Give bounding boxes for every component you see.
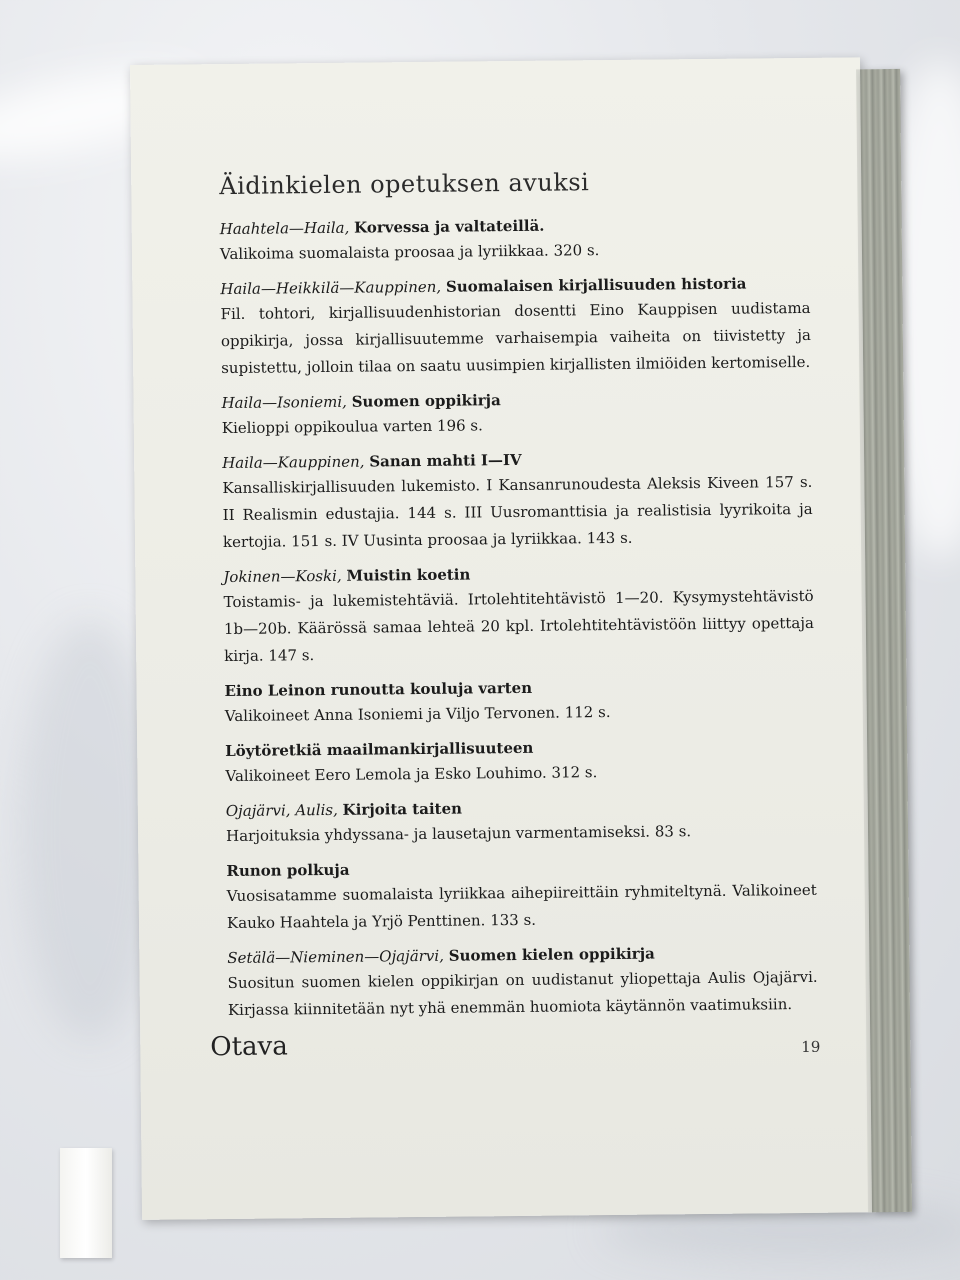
entry-title: Suomen oppikirja (351, 391, 501, 411)
entry-authors: Jokinen—Koski, (223, 566, 342, 587)
publisher-name: Otava (210, 1031, 288, 1063)
entry-description: Fil. tohtori, kirjallisuudenhistorian dosentti Eino Kauppisen uudistama oppikirja, jossa kirjallisuutemme varhaisempia vaiheita on tiivistetty ja supistettu, jolloin tilaa on saatu uusimpien kirjallisten ilmiöiden kertomiselle. (220, 298, 811, 378)
book-entry (220, 272, 811, 382)
entry-description: Vuosisatamme suomalaista lyriikkaa aihepiireittäin ryhmiteltynä. Valikoineet Kauko Haahtela ja Yrjö Penttinen. 133 s. (226, 880, 817, 933)
entry-description: Kansalliskirjallisuuden lukemisto. I Kansanrunoudesta Aleksis Kiveen 157 s. II Realismin edustajia. 144 s. III Uusromanttisia ja realistisia lyyrikoita ja kertojia. 151 s. IV Uusinta proosaa ja lyriikkaa. 143 s. (222, 472, 813, 552)
book-back-cover (130, 57, 917, 1220)
entry-description: Toistamis- ja lukemistehtäviä. Irtolehtitehtävistö 1—20. Kysymystehtävistö 1b—20b. Käärössä samaa lehteä 20 kpl. Irtolehtitehtävistöön liittyy opettaja kirja. 147 s. (223, 586, 814, 666)
entry-title: Löytöretkiä maailmankirjallisuuteen (225, 738, 534, 761)
entry-title: Suomalaisen kirjallisuuden historia (445, 274, 747, 296)
entry-authors: Ojajärvi, Aulis, (225, 800, 338, 821)
book-entry (226, 854, 817, 937)
bookmark-ribbon (60, 1148, 112, 1258)
entry-description: Harjoituksia yhdyssana- ja lausetajun varmentamiseksi. 83 s. (225, 822, 692, 846)
entry-authors: Haila—Heikkilä—Kauppinen, (220, 277, 442, 299)
book-entry (220, 212, 810, 268)
entry-title: Eino Leinon runoutta kouluja varten (224, 678, 533, 701)
entry-title: Runon polkuja (226, 860, 350, 881)
entry-title: Korvessa ja valtateillä. (354, 216, 545, 237)
book-entry (224, 674, 814, 730)
book-entry (222, 446, 813, 556)
entry-title: Kirjoita taiten (342, 799, 463, 819)
book-entry (221, 386, 811, 442)
entry-description: Kielioppi oppikoulua varten 196 s. (221, 416, 483, 438)
entry-title: Suomen kielen oppikirja (448, 944, 655, 965)
entry-description: Valikoima suomalaista proosaa ja lyriikkaa. 320 s. (219, 241, 600, 264)
entry-description: Valikoineet Anna Isoniemi ja Viljo Tervonen. 112 s. (224, 703, 611, 726)
entry-authors: Haahtela—Haila, (219, 218, 350, 239)
page-footer (210, 1026, 820, 1072)
page-number: 19 (801, 1037, 821, 1057)
entry-title: Sanan mahti I—IV (369, 450, 522, 471)
entry-authors: Haila—Isoniemi, (221, 392, 347, 413)
book-entry (226, 794, 816, 850)
entry-authors: Haila—Kauppinen, (222, 452, 365, 473)
entry-description: Valikoineet Eero Lemola ja Esko Louhimo. 312 s. (225, 763, 598, 786)
entry-title: Muistin koetin (346, 565, 471, 585)
book-entry (227, 941, 818, 1024)
book-entry (225, 734, 815, 790)
page-content (219, 166, 818, 1034)
entry-description: Suositun suomen kielen oppikirjan on uudistanut yliopettaja Aulis Ojajärvi. Kirjassa kiinnitetään nyt yhä enemmän huomiota käytännön vaatimuksiin. (227, 967, 818, 1020)
page-heading: Äidinkielen opetuksen avuksi (219, 168, 590, 201)
entry-authors: Setälä—Nieminen—Ojajärvi, (227, 946, 445, 968)
book-entry (223, 560, 814, 670)
